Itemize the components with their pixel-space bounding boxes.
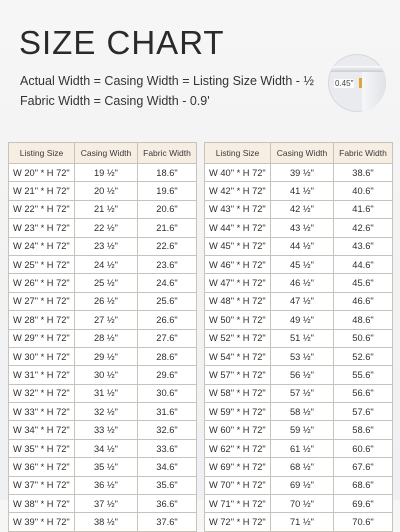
page-title: SIZE CHART [19,24,225,61]
fabric-width-cell: 29.6" [138,366,197,384]
casing-width-cell: 41 ½" [271,182,334,200]
table-row [205,513,393,531]
table-row [9,476,197,494]
listing-size-cell: W 40" * H 72" [205,164,271,182]
casing-width-cell: 25 ½" [75,274,138,292]
fabric-width-cell: 28.6" [138,347,197,365]
listing-size-cell: W 38" * H 72" [9,495,75,513]
fabric-width-cell: 26.6" [138,311,197,329]
casing-width-cell: 71 ½" [271,513,334,531]
size-table-right [204,142,393,532]
casing-width-cell: 61 ½" [271,439,334,457]
listing-size-cell: W 28" * H 72" [9,311,75,329]
table-row [205,219,393,237]
table-row [9,458,197,476]
casing-width-cell: 51 ½" [271,329,334,347]
listing-size-cell: W 35" * H 72" [9,439,75,457]
fabric-width-cell: 37.6" [138,513,197,531]
listing-size-cell: W 34" * H 72" [9,421,75,439]
listing-size-cell: W 59" * H 72" [205,403,271,421]
size-table-left-body [9,164,197,532]
table-row [205,164,393,182]
curtain-fabric [362,72,386,112]
listing-size-cell: W 32" * H 72" [9,384,75,402]
casing-width-cell: 31 ½" [75,384,138,402]
table-row [205,458,393,476]
listing-size-cell: W 57" * H 72" [205,366,271,384]
table-row [205,182,393,200]
fabric-width-cell: 18.6" [138,164,197,182]
casing-width-cell: 33 ½" [75,421,138,439]
table-row [205,274,393,292]
fabric-width-cell: 38.6" [334,164,393,182]
header-casing-width: Casing Width [75,143,138,164]
table-row [9,164,197,182]
listing-size-cell: W 58" * H 72" [205,384,271,402]
table-row [9,495,197,513]
listing-size-cell: W 44" * H 72" [205,219,271,237]
table-row [9,439,197,457]
listing-size-cell: W 52" * H 72" [205,329,271,347]
fabric-width-cell: 45.6" [334,274,393,292]
table-row [205,439,393,457]
fabric-width-cell: 46.6" [334,292,393,310]
fabric-width-cell: 58.6" [334,421,393,439]
casing-width-cell: 19 ½" [75,164,138,182]
fabric-width-cell: 32.6" [138,421,197,439]
header-fabric-width: Fabric Width [138,143,197,164]
casing-width-cell: 20 ½" [75,182,138,200]
fabric-width-cell: 68.6" [334,476,393,494]
fabric-width-cell: 27.6" [138,329,197,347]
listing-size-cell: W 48" * H 72" [205,292,271,310]
header-listing-size: Listing Size [205,143,271,164]
listing-size-cell: W 70" * H 72" [205,476,271,494]
fabric-width-cell: 34.6" [138,458,197,476]
casing-width-cell: 24 ½" [75,255,138,273]
table-row [205,292,393,310]
casing-width-cell: 44 ½" [271,237,334,255]
listing-size-cell: W 69" * H 72" [205,458,271,476]
fabric-width-cell: 20.6" [138,200,197,218]
fabric-width-cell: 55.6" [334,366,393,384]
casing-width-cell: 43 ½" [271,219,334,237]
table-row [9,200,197,218]
fabric-width-cell: 40.6" [334,182,393,200]
fabric-width-cell: 36.6" [138,495,197,513]
listing-size-cell: W 27" * H 72" [9,292,75,310]
listing-size-cell: W 72" * H 72" [205,513,271,531]
casing-width-cell: 37 ½" [75,495,138,513]
fabric-width-cell: 33.6" [138,439,197,457]
fabric-width-cell: 60.6" [334,439,393,457]
casing-width-cell: 22 ½" [75,219,138,237]
fabric-width-cell: 50.6" [334,329,393,347]
casing-width-cell: 53 ½" [271,347,334,365]
fabric-width-cell: 69.6" [334,495,393,513]
listing-size-cell: W 31" * H 72" [9,366,75,384]
listing-size-cell: W 39" * H 72" [9,513,75,531]
table-row [205,237,393,255]
table-row [205,329,393,347]
casing-width-cell: 23 ½" [75,237,138,255]
fabric-width-cell: 21.6" [138,219,197,237]
table-row [9,219,197,237]
table-row [205,384,393,402]
casing-width-cell: 28 ½" [75,329,138,347]
fabric-width-cell: 19.6" [138,182,197,200]
listing-size-cell: W 37" * H 72" [9,476,75,494]
fabric-width-cell: 24.6" [138,274,197,292]
table-row [9,237,197,255]
fabric-width-cell: 48.6" [334,311,393,329]
casing-width-cell: 42 ½" [271,200,334,218]
casing-width-cell: 46 ½" [271,274,334,292]
table-row [9,311,197,329]
table-row [205,366,393,384]
listing-size-cell: W 20" * H 72" [9,164,75,182]
fabric-width-formula: Fabric Width = Casing Width - 0.9' [20,94,210,108]
fabric-width-cell: 43.6" [334,237,393,255]
casing-width-cell: 45 ½" [271,255,334,273]
table-row [9,329,197,347]
casing-width-cell: 30 ½" [75,366,138,384]
casing-width-cell: 27 ½" [75,311,138,329]
casing-width-cell: 49 ½" [271,311,334,329]
listing-size-cell: W 30" * H 72" [9,347,75,365]
casing-width-cell: 32 ½" [75,403,138,421]
listing-size-cell: W 22" * H 72" [9,200,75,218]
fabric-width-cell: 52.6" [334,347,393,365]
listing-size-cell: W 33" * H 72" [9,403,75,421]
fabric-width-cell: 35.6" [138,476,197,494]
fabric-width-cell: 70.6" [334,513,393,531]
header-casing-width: Casing Width [271,143,334,164]
listing-size-cell: W 21" * H 72" [9,182,75,200]
table-row [205,495,393,513]
listing-size-cell: W 29" * H 72" [9,329,75,347]
listing-size-cell: W 42" * H 72" [205,182,271,200]
measurement-marker [359,78,362,88]
table-row [9,292,197,310]
fabric-width-cell: 23.6" [138,255,197,273]
listing-size-cell: W 47" * H 72" [205,274,271,292]
size-table-right-body [205,164,393,532]
listing-size-cell: W 43" * H 72" [205,200,271,218]
table-row [9,403,197,421]
fabric-width-cell: 22.6" [138,237,197,255]
casing-width-cell: 26 ½" [75,292,138,310]
table-row [9,274,197,292]
table-header-row [9,143,197,164]
listing-size-cell: W 46" * H 72" [205,255,271,273]
fabric-width-cell: 25.6" [138,292,197,310]
table-row [9,255,197,273]
table-row [9,421,197,439]
table-header-row [205,143,393,164]
listing-size-cell: W 24" * H 72" [9,237,75,255]
casing-width-cell: 34 ½" [75,439,138,457]
fabric-width-cell: 56.6" [334,384,393,402]
table-row [205,476,393,494]
casing-width-cell: 35 ½" [75,458,138,476]
casing-width-cell: 38 ½" [75,513,138,531]
actual-width-formula: Actual Width = Casing Width = Listing Size Width - ½ [20,74,314,88]
table-row [9,384,197,402]
listing-size-cell: W 25" * H 72" [9,255,75,273]
fabric-width-cell: 44.6" [334,255,393,273]
fabric-width-cell: 42.6" [334,219,393,237]
table-row [9,347,197,365]
fabric-width-cell: 57.6" [334,403,393,421]
casing-width-cell: 58 ½" [271,403,334,421]
table-row [205,347,393,365]
table-row [205,200,393,218]
table-row [205,255,393,273]
listing-size-cell: W 50" * H 72" [205,311,271,329]
table-row [205,311,393,329]
listing-size-cell: W 23" * H 72" [9,219,75,237]
casing-width-cell: 36 ½" [75,476,138,494]
curtain-rod-detail-image [328,54,386,112]
listing-size-cell: W 26" * H 72" [9,274,75,292]
casing-width-cell: 21 ½" [75,200,138,218]
header-fabric-width: Fabric Width [334,143,393,164]
table-row [9,366,197,384]
table-row [9,182,197,200]
casing-width-cell: 39 ½" [271,164,334,182]
fabric-width-cell: 41.6" [334,200,393,218]
listing-size-cell: W 60" * H 72" [205,421,271,439]
fabric-width-cell: 30.6" [138,384,197,402]
table-row [205,403,393,421]
casing-width-cell: 69 ½" [271,476,334,494]
listing-size-cell: W 54" * H 72" [205,347,271,365]
table-row [9,513,197,531]
fabric-width-cell: 67.6" [334,458,393,476]
casing-width-cell: 70 ½" [271,495,334,513]
listing-size-cell: W 62" * H 72" [205,439,271,457]
size-table-left [8,142,197,532]
listing-size-cell: W 36" * H 72" [9,458,75,476]
casing-width-cell: 59 ½" [271,421,334,439]
casing-width-cell: 56 ½" [271,366,334,384]
casing-width-cell: 47 ½" [271,292,334,310]
listing-size-cell: W 45" * H 72" [205,237,271,255]
inset-measurement-label: 0.45" [335,79,354,88]
casing-width-cell: 29 ½" [75,347,138,365]
table-row [205,421,393,439]
casing-width-cell: 57 ½" [271,384,334,402]
casing-width-cell: 68 ½" [271,458,334,476]
fabric-width-cell: 31.6" [138,403,197,421]
listing-size-cell: W 71" * H 72" [205,495,271,513]
header-listing-size: Listing Size [9,143,75,164]
